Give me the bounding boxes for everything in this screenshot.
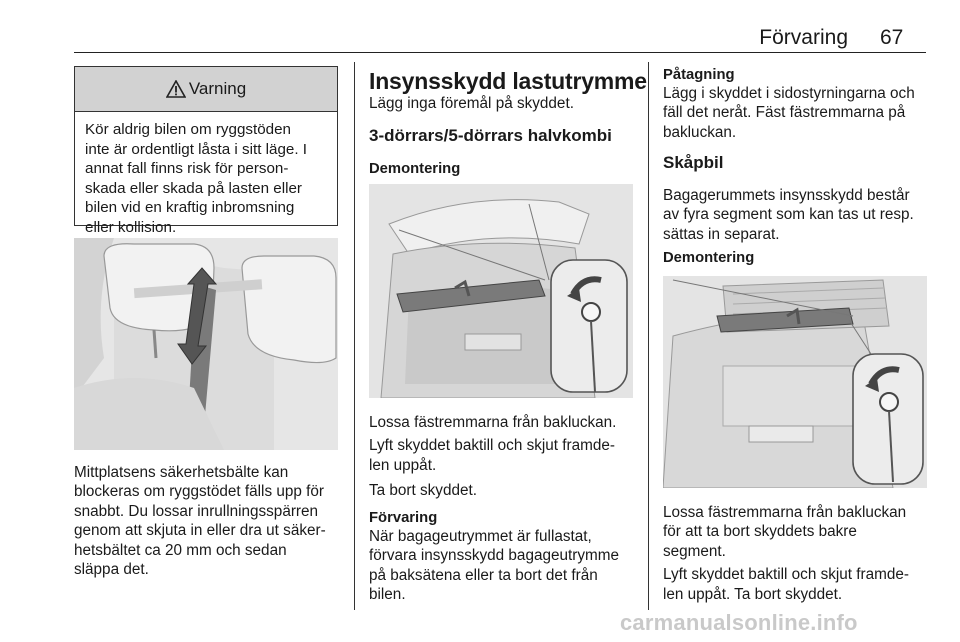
van-heading: Skåpbil	[663, 153, 724, 172]
removal-step-3: Ta bort skyddet.	[369, 482, 477, 500]
warning-box	[74, 66, 338, 236]
subsection-title: 3-dörrars/5-dörrars halvkombi	[369, 126, 612, 145]
van-cover-illustration	[663, 276, 927, 488]
van-removal-step-2: Lyft skyddet baktill och skjut framde- len uppåt. Ta bort skyddet.	[663, 566, 909, 603]
intro-text: Lägg inga föremål på skyddet.	[369, 95, 574, 112]
warning-title: Varning	[188, 79, 247, 98]
seat-belt-caption: Mittplatsens säkerhetsbälte kan blockeras om ryggstödet fälls upp för snabbt. Du lossar inrullningsspärren genom att skjuta in eller dra ut säker- hetsbältet ca 20 mm och sedan släppa det.	[74, 464, 326, 579]
removal-step-1: Lossa fästremmarna från bakluckan.	[369, 414, 617, 431]
page-header-title: Förvaring	[759, 26, 848, 49]
removal-steps	[369, 413, 644, 505]
warning-text: Kör aldrig bilen om ryggstöden inte är ordentligt låsta i sitt läge. I annat fall finns risk för person- skada eller skada på lasten eller bilen vid en kraftig inbromsning eller kollision.	[85, 121, 308, 236]
fitting-heading: Påtagning	[663, 67, 735, 83]
storage-text: När bagageutrymmet är fullastat, förvara insynsskydd bagageutrymme på baksätena eller ta bort det från bilen.	[369, 528, 619, 604]
warning-icon	[166, 80, 186, 98]
section-title: Insynsskydd lastutrymme	[369, 68, 647, 94]
storage-heading: Förvaring	[369, 510, 438, 526]
van-removal-steps	[663, 503, 938, 608]
rear-seat-belt-illustration	[74, 238, 338, 450]
header-rule	[74, 52, 926, 53]
fitting-text: Lägg i skyddet i sidostyrningarna och fäll det neråt. Fäst fästremmarna på bakluckan.	[663, 85, 915, 141]
column-divider	[354, 62, 355, 610]
van-removal-step-1: Lossa fästremmarna från bakluckan för att ta bort skyddets bakre segment.	[663, 504, 907, 560]
removal-heading: Demontering	[369, 161, 461, 177]
column-divider	[648, 62, 649, 610]
van-text: Bagagerummets insynsskydd består av fyra segment som kan tas ut resp. sättas in separat.	[663, 187, 914, 243]
warning-header	[75, 67, 337, 112]
watermark: carmanualsonline.info	[620, 610, 858, 635]
hatchback-cover-illustration	[369, 184, 633, 398]
removal-step-2: Lyft skyddet baktill och skjut framde- len uppåt.	[369, 437, 615, 474]
page-number: 67	[880, 26, 904, 49]
van-removal-heading: Demontering	[663, 250, 755, 266]
